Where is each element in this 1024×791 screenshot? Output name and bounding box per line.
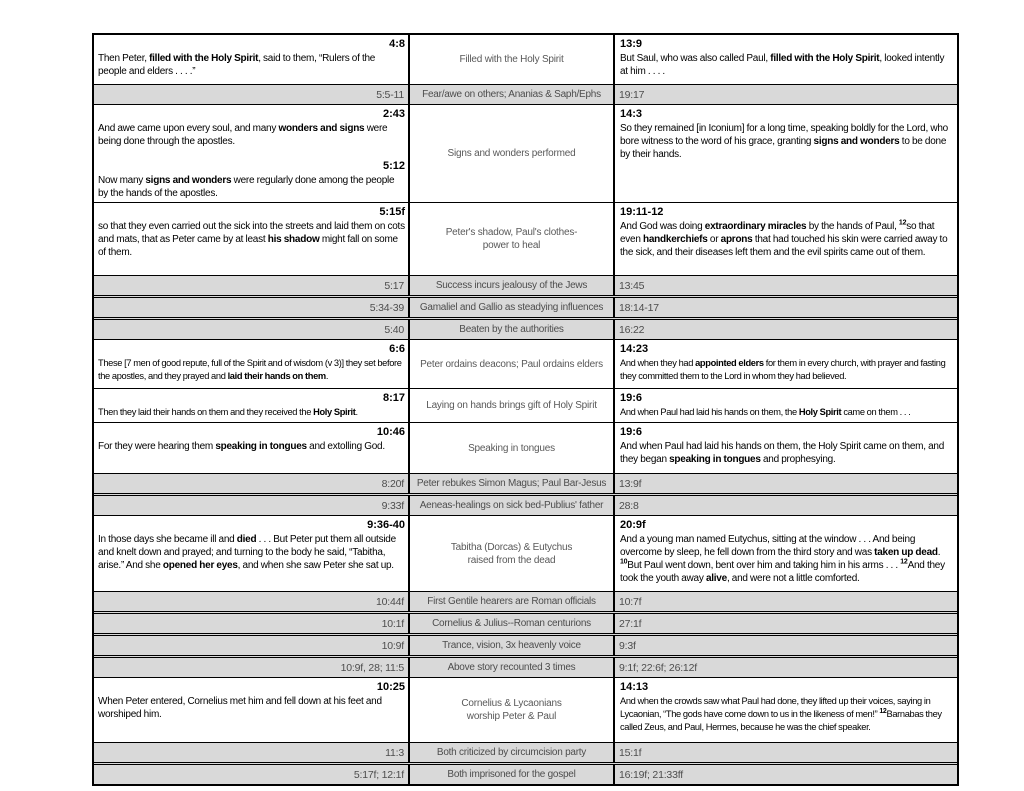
parallel-label: Aeneas-healings on sick bed-Publius' father (410, 496, 615, 515)
verse-segment (620, 680, 952, 734)
table-row (94, 633, 957, 655)
verse-reference: 14:13 (620, 681, 649, 693)
parallel-label: Laying on hands brings gift of Holy Spirit (426, 400, 597, 411)
table-row (94, 473, 957, 493)
parallel-label: Both imprisoned for the gospel (410, 765, 615, 784)
paul-verse-ref: 18:14-17 (619, 301, 659, 314)
verse-reference: 20:9f (620, 519, 646, 531)
table-row (94, 515, 957, 591)
verse-reference: 19:11-12 (620, 206, 664, 218)
verse-reference: 6:6 (389, 343, 405, 355)
paul-verse-ref: 15:1f (619, 746, 642, 759)
peter-verse-ref: 5:5-11 (94, 85, 410, 104)
parallel-label-cell (410, 516, 615, 591)
peter-verse-cell (94, 516, 410, 591)
parallel-label: Success incurs jealousy of the Jews (410, 276, 615, 295)
paul-verse-cell (615, 203, 957, 275)
parallel-label: worship Peter & Paul (466, 711, 557, 722)
verse-segment (620, 107, 952, 161)
parallel-label: Tabitha (Dorcas) & Eutychus (450, 541, 573, 553)
verse-text: Then Peter, filled with the Holy Spirit, said to them, “Rulers of the people and elders . . . .” (98, 53, 376, 77)
table-row (94, 493, 957, 515)
parallel-label: Beaten by the authorities (410, 320, 615, 339)
verse-segment (620, 391, 952, 419)
parallel-label-cell (410, 105, 615, 202)
paul-verse-cell (615, 423, 957, 473)
verse-reference: 8:17 (382, 392, 405, 404)
verse-reference: 10:46 (376, 426, 405, 438)
paul-verse-ref: 10:7f (619, 595, 642, 608)
parallel-label: Filled with the Holy Spirit (459, 54, 564, 65)
peter-verse-ref: 9:33f (94, 496, 410, 515)
paul-verse-ref: 16:22 (619, 323, 645, 336)
parallel-label: Speaking in tongues (468, 442, 555, 454)
verse-reference: 14:23 (620, 343, 649, 355)
verse-segment (98, 425, 405, 453)
parallel-label: Cornelius & Lycaonians (461, 698, 562, 709)
peter-verse-cell (94, 105, 410, 202)
parallel-label-cell (410, 35, 615, 84)
parallel-label: power to heal (482, 240, 541, 251)
paul-verse-ref: 19:17 (619, 88, 645, 101)
parallel-label: Above story recounted 3 times (410, 658, 615, 677)
table-row (94, 742, 957, 762)
parallel-label-cell (410, 423, 615, 473)
verse-segment (620, 518, 952, 585)
verse-segment (98, 680, 405, 721)
verse-text: These [7 men of good repute, full of the Spirit and of wisdom (v 3)] they set before the apostles, and they prayed and laid their hands on them. (98, 358, 402, 381)
table-row (94, 295, 957, 317)
peter-verse-ref: 5:17f; 12:1f (94, 765, 410, 784)
paul-verse-ref: 28:8 (619, 499, 639, 512)
peter-verse-cell (94, 203, 410, 275)
paul-verse-cell (615, 678, 957, 742)
verse-text: And when Paul had laid his hands on them, the Holy Spirit came on them, and they began speaking in tongues and prophesying. (620, 441, 945, 465)
parallel-label-cell (410, 340, 615, 388)
verse-text: And when Paul had laid his hands on them, the Holy Spirit came on them . . . (620, 407, 911, 417)
table-row (94, 655, 957, 677)
paul-verse-cell (615, 340, 957, 388)
verse-text: so that they even carried out the sick into the streets and laid them on cots and mats, that as Peter came by at least his shadow might fall on some of them. (98, 221, 405, 258)
verse-reference: 2:43 (382, 108, 405, 120)
verse-text: But Saul, who was also called Paul, filled with the Holy Spirit, looked intently at him . . . . (620, 53, 945, 77)
parallel-label-cell (410, 203, 615, 275)
verse-text: And awe came upon every soul, and many wonders and signs were being done through the apostles. (98, 123, 388, 147)
table-row (94, 275, 957, 295)
verse-text: Now many signs and wonders were regularly done among the people by the hands of the apostles. (98, 175, 395, 199)
peter-verse-cell (94, 678, 410, 742)
peter-verse-ref: 10:9f, 28; 11:5 (94, 658, 410, 677)
table-row (94, 104, 957, 202)
verse-reference: 5:15f (379, 206, 405, 218)
peter-verse-cell (94, 35, 410, 84)
parallel-label: Peter ordains deacons; Paul ordains elders (420, 358, 603, 370)
table-row (94, 35, 957, 84)
paul-verse-ref: 27:1f (619, 617, 642, 630)
parallel-label: raised from the dead (467, 554, 556, 566)
verse-text: So they remained [in Iconium] for a long time, speaking boldly for the Lord, who bore witness to the word of his grace, granting signs and wonders to be done by their hands. (620, 123, 948, 160)
verse-segment (98, 107, 405, 148)
paul-verse-cell (615, 105, 957, 202)
verse-reference: 19:6 (620, 392, 643, 404)
paul-verse-ref: 16:19f; 21:33ff (619, 768, 683, 781)
peter-verse-cell (94, 423, 410, 473)
peter-verse-ref: 5:17 (94, 276, 410, 295)
peter-verse-ref: 10:44f (94, 592, 410, 611)
verse-text: In those days she became ill and died . . . But Peter put them all outside and knelt down and prayed; and turning to the body he said, “Tabitha, arise.” And she opened her eyes, and when she saw Peter she sat up. (98, 534, 396, 571)
verse-reference: 14:3 (620, 108, 643, 120)
peter-verse-cell (94, 389, 410, 422)
parallel-label: Both criticized by circumcision party (410, 743, 615, 762)
table-row (94, 591, 957, 611)
paul-verse-ref: 13:45 (619, 279, 645, 292)
table-row (94, 762, 957, 784)
paul-verse-cell (615, 389, 957, 422)
verse-text: And when they had appointed elders for them in every church, with prayer and fasting they committed them to the Lord in whom they had believed. (620, 358, 946, 381)
parallel-label: Peter's shadow, Paul's clothes- (445, 227, 578, 238)
parallel-label: Trance, vision, 3x heavenly voice (410, 636, 615, 655)
verse-segment (98, 342, 405, 383)
peter-verse-ref: 5:34-39 (94, 298, 410, 317)
verse-segment (98, 205, 405, 259)
table-row (94, 388, 957, 422)
verse-segment (98, 391, 405, 419)
parallel-label: Signs and wonders performed (447, 148, 576, 159)
paul-verse-ref: 9:3f (619, 639, 636, 652)
paul-verse-ref: 9:1f; 22:6f; 26:12f (619, 661, 697, 674)
parallel-label: Peter rebukes Simon Magus; Paul Bar-Jesus (410, 474, 615, 493)
table-row (94, 611, 957, 633)
parallels-table (92, 33, 959, 786)
peter-verse-ref: 10:9f (94, 636, 410, 655)
verse-segment (620, 342, 952, 383)
table-row (94, 339, 957, 388)
table-row (94, 202, 957, 275)
verse-reference: 13:9 (620, 38, 643, 50)
verse-segment (620, 425, 952, 466)
peter-verse-ref: 11:3 (94, 743, 410, 762)
verse-segment (98, 159, 405, 200)
parallel-label-cell (410, 389, 615, 422)
parallel-label: Gamaliel and Gallio as steadying influences (410, 298, 615, 317)
table-row (94, 677, 957, 742)
verse-segment (98, 37, 405, 78)
verse-reference: 5:12 (382, 160, 405, 172)
table-row (94, 317, 957, 339)
peter-verse-ref: 10:1f (94, 614, 410, 633)
verse-segment (98, 518, 405, 572)
verse-text: And when the crowds saw what Paul had done, they lifted up their voices, saying in Lycaonian, “The gods have come down to us in the likeness of men!” $^{12}$Barnabas they called Zeus, and Paul, Hermes, because he was the chief speaker. (620, 696, 942, 732)
parallel-label: Cornelius & Julius--Roman centurions (410, 614, 615, 633)
verse-reference: 9:36-40 (367, 519, 405, 531)
peter-verse-ref: 5:40 (94, 320, 410, 339)
parallel-label: First Gentile hearers are Roman officials (410, 592, 615, 611)
peter-verse-ref: 8:20f (94, 474, 410, 493)
parallel-label: Fear/awe on others; Ananias & Saph/Ephs (410, 85, 615, 104)
table-row (94, 84, 957, 104)
verse-text: And God was doing extraordinary miracles by the hands of Paul, $^{12}$so that even handkerchiefs or aprons that had touched his skin were carried away to the sick, and their diseases left them and the evil spirits came out of them. (620, 219, 948, 258)
parallel-label-cell (410, 678, 615, 742)
verse-text: Then they laid their hands on them and they received the Holy Spirit. (98, 407, 358, 417)
verse-text: When Peter entered, Cornelius met him and fell down at his feet and worshiped him. (98, 696, 382, 720)
verse-text: For they were hearing them speaking in tongues and extolling God. (98, 441, 385, 452)
verse-reference: 4:8 (389, 38, 405, 50)
paul-verse-cell (615, 35, 957, 84)
verse-reference: 10:25 (376, 681, 405, 693)
verse-segment (620, 205, 952, 259)
paul-verse-cell (615, 516, 957, 591)
table-row (94, 422, 957, 473)
peter-verse-cell (94, 340, 410, 388)
verse-segment (620, 37, 952, 78)
verse-reference: 19:6 (620, 426, 643, 438)
verse-text: And a young man named Eutychus, sitting at the window . . . And being overcome by sleep, he fell down from the third story and was taken up dead. $^{10}$But Paul went down, bent over him and taking him in his arms . . . $^{12}$And they took the youth away alive, and were not a little comforted. (620, 534, 945, 584)
paul-verse-ref: 13:9f (619, 477, 642, 490)
